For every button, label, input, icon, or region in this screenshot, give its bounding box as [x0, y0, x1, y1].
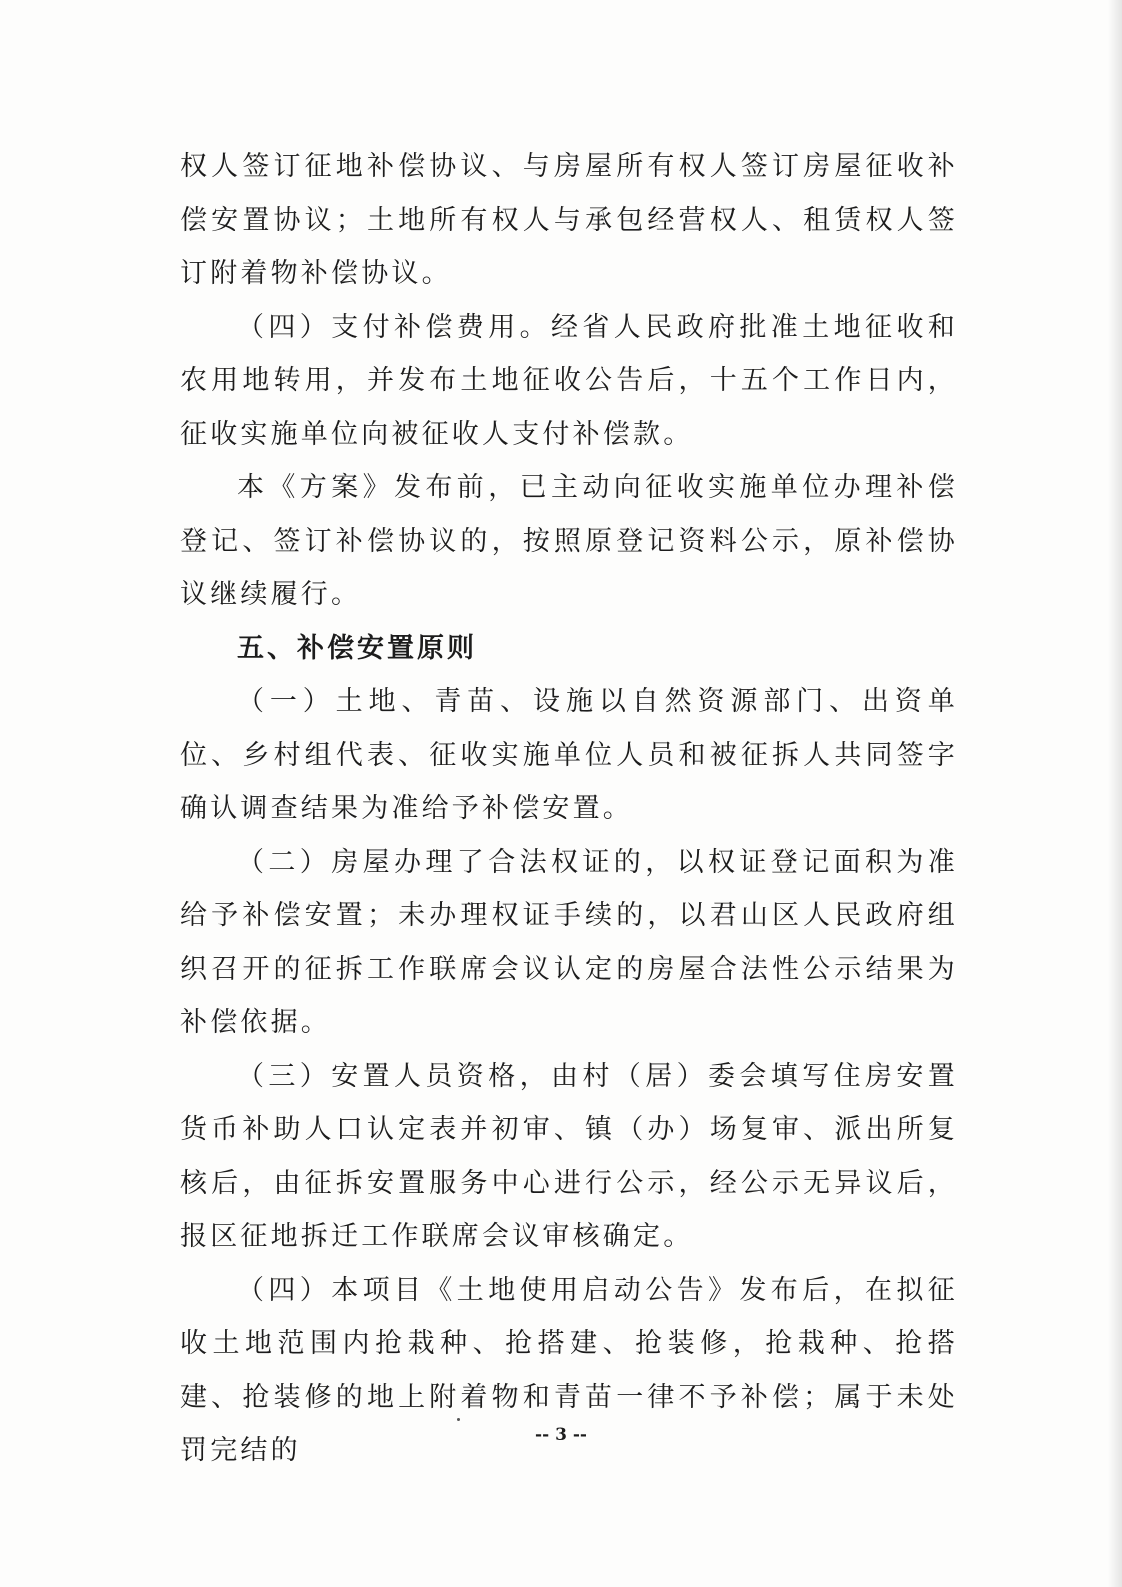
document-body: [180, 140, 958, 1478]
paragraph-payment: （四）支付补偿费用。经省人民政府批准土地征收和农用地转用，并发布土地征收公告后，十五个工作日内，征收实施单位向被征收人支付补偿款。: [180, 311, 958, 450]
section-heading: 五、补偿安置原则: [237, 632, 477, 664]
paragraph-principle-1: （一）土地、青苗、设施以自然资源部门、出资单位、乡村组代表、征收实施单位人员和被征拆人共同签字确认调查结果为准给予补偿安置。: [180, 686, 958, 824]
paragraph-principle-4: （四）本项目《土地使用启动公告》发布后，在拟征收土地范围内抢栽种、抢搭建、抢装修，抢栽种、抢搭建、抢装修的地上附着物和青苗一律不予补偿；属于未处罚完结的: [180, 1274, 958, 1466]
scan-shadow: [1108, 0, 1122, 1587]
paragraph-principle-2: （二）房屋办理了合法权证的，以权证登记面积为准给予补偿安置；未办理权证手续的，以君山区人民政府组织召开的征拆工作联席会议认定的房屋合法性公示结果为补偿依据。: [180, 846, 958, 1038]
paragraph-principle-3: （三）安置人员资格，由村（居）委会填写住房安置货币补助人口认定表并初审、镇（办）场复审、派出所复核后，由征拆安置服务中心进行公示，经公示无异议后，报区征地拆迁工作联席会议审核确定。: [180, 1060, 958, 1252]
scan-speck: [457, 1418, 460, 1421]
page-number: -- 3 --: [535, 1425, 587, 1445]
paragraph-prior-agreements: 本《方案》发布前，已主动向征收实施单位办理补偿登记、签订补偿协议的，按照原登记资料公示，原补偿协议继续履行。: [180, 472, 958, 610]
paragraph-continuation: 权人签订征地补偿协议、与房屋所有权人签订房屋征收补偿安置协议；土地所有权人与承包经营权人、租赁权人签订附着物补偿协议。: [180, 151, 958, 289]
